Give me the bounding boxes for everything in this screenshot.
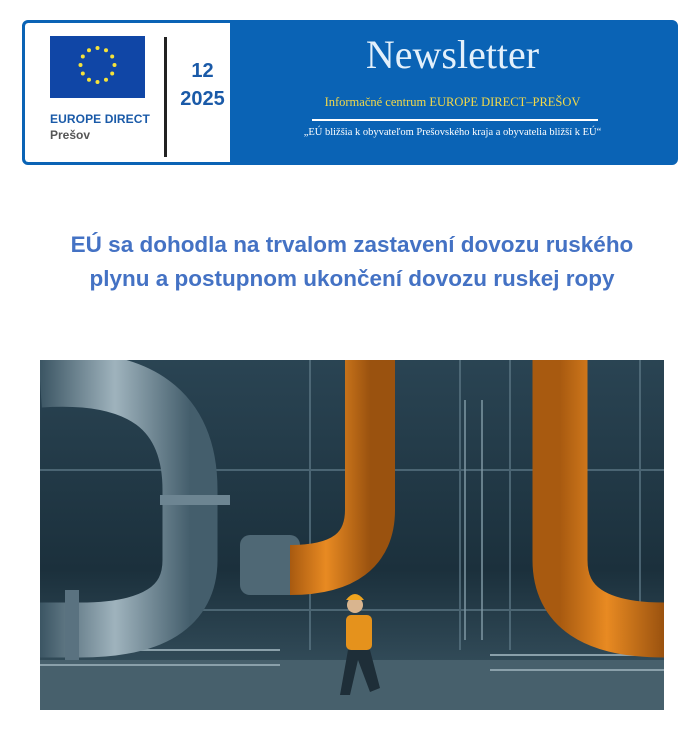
header-title-panel [230,23,675,162]
issue-month: 12 [191,60,214,82]
header-rule [312,119,598,121]
article-image [40,360,664,710]
newsletter-title: Newsletter [365,32,540,77]
logo-divider [164,37,167,157]
europe-direct-city: Prešov [50,128,91,142]
newsletter-header [22,20,678,165]
eu-flag-icon [50,36,145,98]
issue-year: 2025 [180,88,225,110]
issue-date [175,57,230,113]
header-logo-panel [25,23,230,162]
newsletter-motto: „EÚ bližšia k obyvateľom Prešovského kraja a obyvatelia bližší k EÚ“ [303,127,602,138]
europe-direct-brand: EUROPE DIRECT [50,112,150,126]
article-headline: EÚ sa dohodla na trvalom zastavení dovozu ruského plynu a postupnom ukončení dovozu ruskej ropy [70,232,634,291]
newsletter-subtitle: Informačné centrum EUROPE DIRECT–PREŠOV [324,95,581,109]
